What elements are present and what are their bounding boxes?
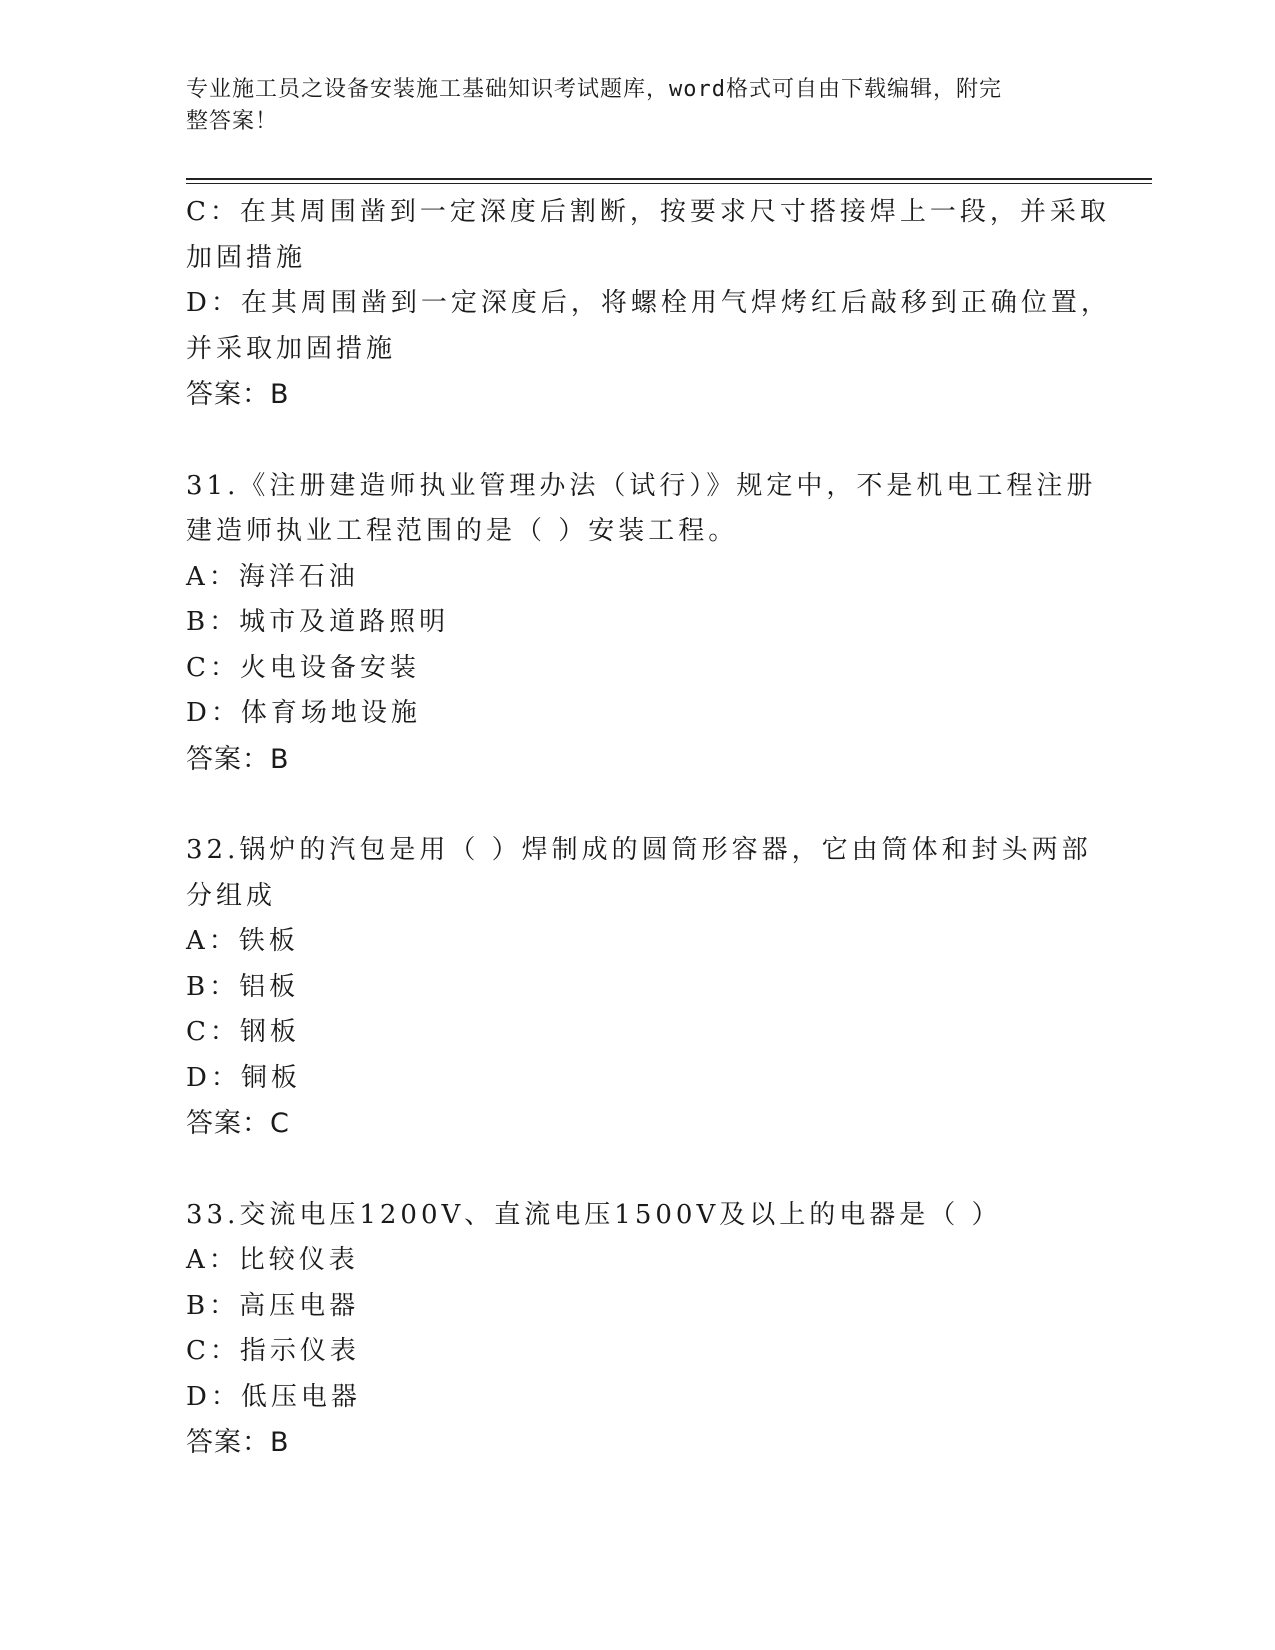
question-list — [186, 190, 1111, 1466]
question-33 — [186, 1193, 1086, 1466]
option-c: C：火电设备安装 — [186, 652, 420, 683]
option-b: B：城市及道路照明 — [186, 607, 450, 637]
document-header — [186, 74, 1066, 138]
option-b: B：铝板 — [186, 971, 300, 1002]
option-d-line-1: D：在其周围凿到一定深度后，将螺栓用气焊烤红后敲移到正确位置， — [186, 288, 1111, 318]
answer: 答案：C — [186, 1108, 290, 1139]
question-32 — [186, 828, 1092, 1147]
header-divider-bottom — [186, 183, 1152, 184]
option-d: D：低压电器 — [186, 1381, 361, 1412]
question-stem-line-2: 建造师执业工程范围的是（ ）安装工程。 — [186, 516, 739, 546]
option-a: A：海洋石油 — [186, 561, 359, 592]
option-c-line-2: 加固措施 — [186, 242, 307, 273]
header-divider-top — [186, 178, 1152, 180]
answer: 答案：B — [186, 1427, 290, 1458]
header-line-1: 专业施工员之设备安装施工基础知识考试题库，word格式可自由下载编辑，附完 — [186, 77, 1002, 102]
answer: 答案：B — [186, 379, 290, 410]
question-30-continued — [186, 190, 1111, 418]
option-c: C：钢板 — [186, 1017, 300, 1047]
option-d-line-2: 并采取加固措施 — [186, 333, 397, 364]
option-b: B：高压电器 — [186, 1290, 360, 1321]
option-c-line-1: C：在其周围凿到一定深度后割断，按要求尺寸搭接焊上一段，并采取 — [186, 197, 1110, 227]
option-c: C：指示仪表 — [186, 1336, 360, 1366]
answer: 答案：B — [186, 743, 290, 775]
header-line-2: 整答案！ — [186, 109, 279, 134]
option-d: D：体育场地设施 — [186, 698, 421, 728]
option-d: D：铜板 — [186, 1062, 301, 1093]
option-a: A：比较仪表 — [186, 1245, 359, 1275]
question-stem-line-2: 分组成 — [186, 880, 277, 911]
question-31 — [186, 464, 1097, 783]
option-a: A：铁板 — [186, 926, 299, 956]
question-stem-line-1: 32.锅炉的汽包是用（ ）焊制成的圆筒形容器，它由筒体和封头两部 — [186, 835, 1092, 865]
question-stem-line-1: 33.交流电压1200V、直流电压1500V及以上的电器是（ ） — [186, 1199, 1002, 1230]
question-stem-line-1: 31.《注册建造师执业管理办法（试行）》规定中，不是机电工程注册 — [186, 470, 1097, 501]
